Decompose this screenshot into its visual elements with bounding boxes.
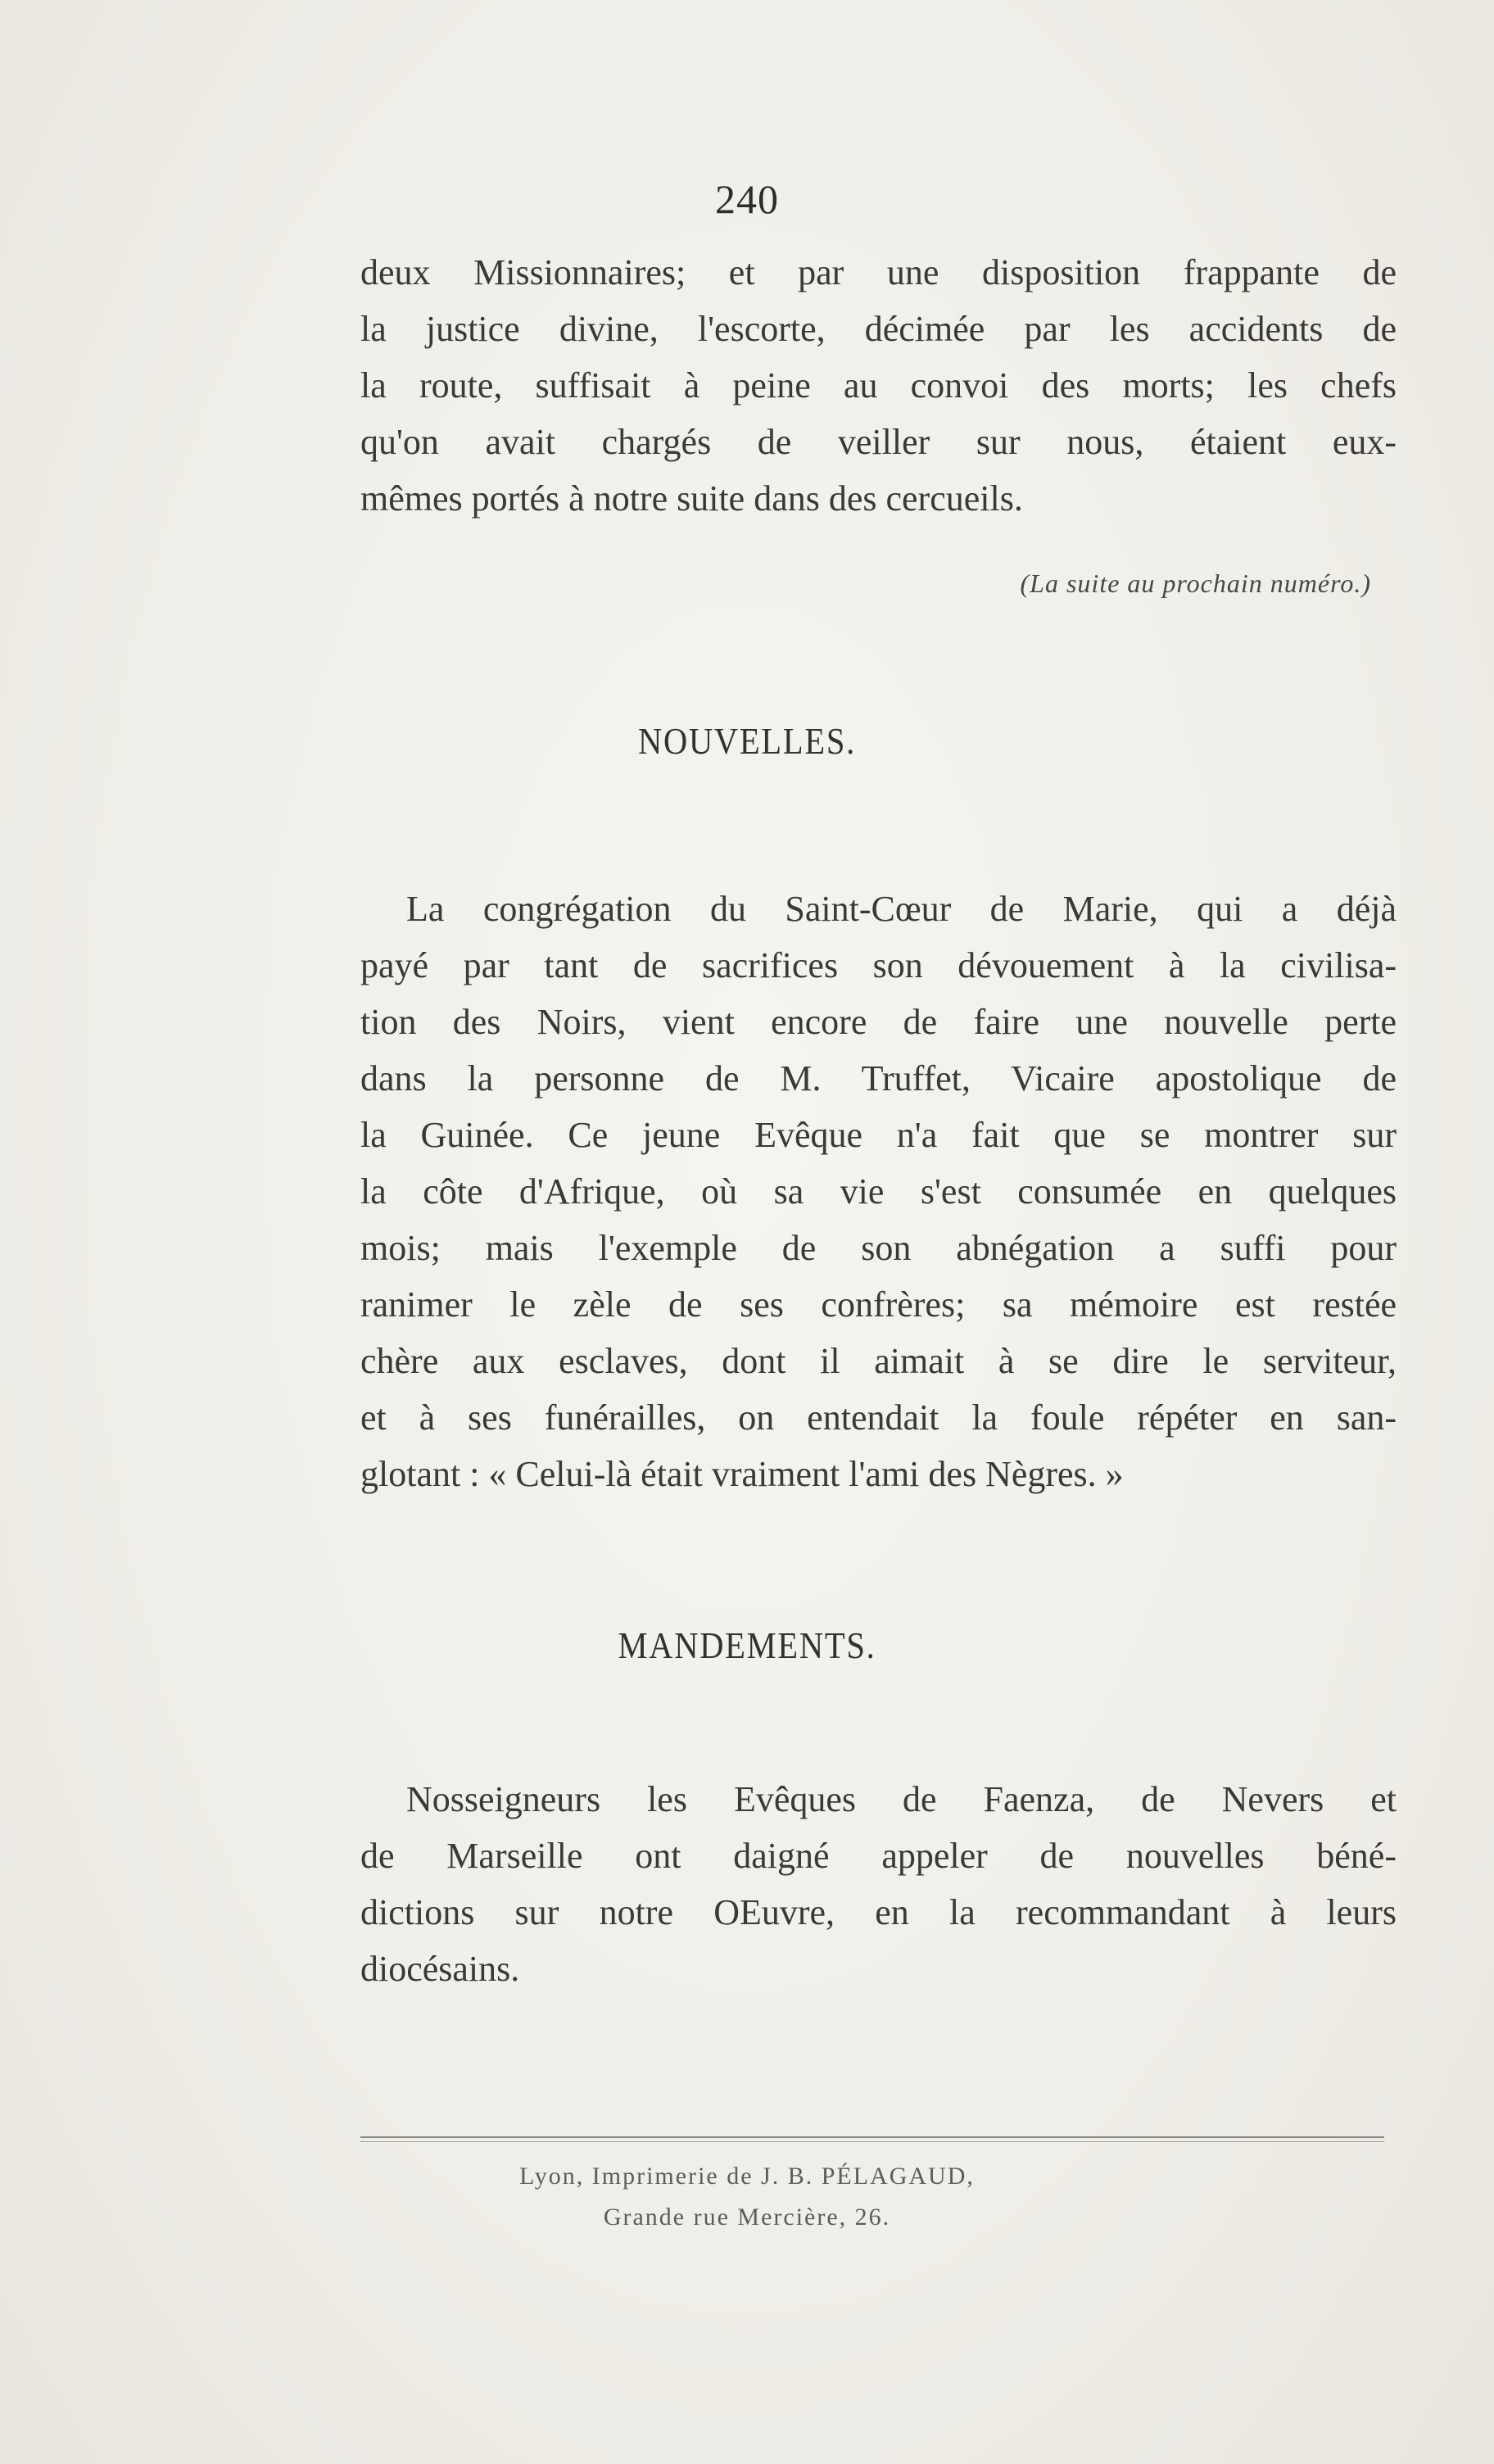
text-line: La congrégation du Saint-Cœur de Marie, qui a déjà [406, 889, 1397, 929]
text-line: qu'on avait chargés de veiller sur nous, étaient eux- [360, 422, 1397, 462]
imprint-printer: Lyon, Imprimerie de J. B. PÉLAGAUD, [519, 2163, 975, 2190]
text-line: payé par tant de sacrifices son dévouement à la civilisa- [360, 945, 1397, 985]
text-line: et à ses funérailles, on entendait la foule répéter en san- [360, 1397, 1397, 1438]
text-line: dans la personne de M. Truffet, Vicaire apostolique de [360, 1058, 1397, 1098]
paragraph-nouvelles [360, 881, 1397, 1502]
text-line: la côte d'Afrique, où sa vie s'est consumée en quelques [360, 1171, 1397, 1212]
text-line: diocésains. [360, 1949, 520, 1989]
page-number: 240 [715, 176, 779, 222]
footer-rule [360, 2136, 1384, 2138]
text-line: la route, suffisait à peine au convoi des morts; les chefs [360, 365, 1397, 405]
text-line: deux Missionnaires; et par une disposition frappante de [360, 252, 1397, 292]
text-line: mois; mais l'exemple de son abnégation a suffi pour [360, 1228, 1397, 1268]
paragraph-continued-narrative [360, 244, 1397, 527]
text-line: tion des Noirs, vient encore de faire une nouvelle perte [360, 1002, 1397, 1042]
continuation-note: (La suite au prochain numéro.) [1020, 568, 1371, 598]
section-heading-mandements: MANDEMENTS. [618, 1624, 876, 1666]
text-line: la justice divine, l'escorte, décimée par les accidents de [360, 309, 1397, 349]
paragraph-mandements [360, 1771, 1397, 1997]
imprint-address: Grande rue Mercière, 26. [603, 2204, 891, 2231]
section-heading-nouvelles: NOUVELLES. [637, 720, 857, 762]
text-line: la Guinée. Ce jeune Evêque n'a fait que se montrer sur [360, 1115, 1397, 1155]
text-line: dictions sur notre OEuvre, en la recommandant à leurs [360, 1892, 1397, 1932]
text-line: chère aux esclaves, dont il aimait à se dire le serviteur, [360, 1341, 1397, 1381]
text-line: mêmes portés à notre suite dans des cercueils. [360, 478, 1023, 519]
text-line: Nosseigneurs les Evêques de Faenza, de Nevers et [406, 1779, 1397, 1819]
text-line: de Marseille ont daigné appeler de nouvelles béné- [360, 1836, 1397, 1876]
footer-rule-thin [360, 2141, 1384, 2142]
text-line: glotant : « Celui-là était vraiment l'ami des Nègres. » [360, 1454, 1124, 1494]
text-line: ranimer le zèle de ses confrères; sa mémoire est restée [360, 1284, 1397, 1325]
